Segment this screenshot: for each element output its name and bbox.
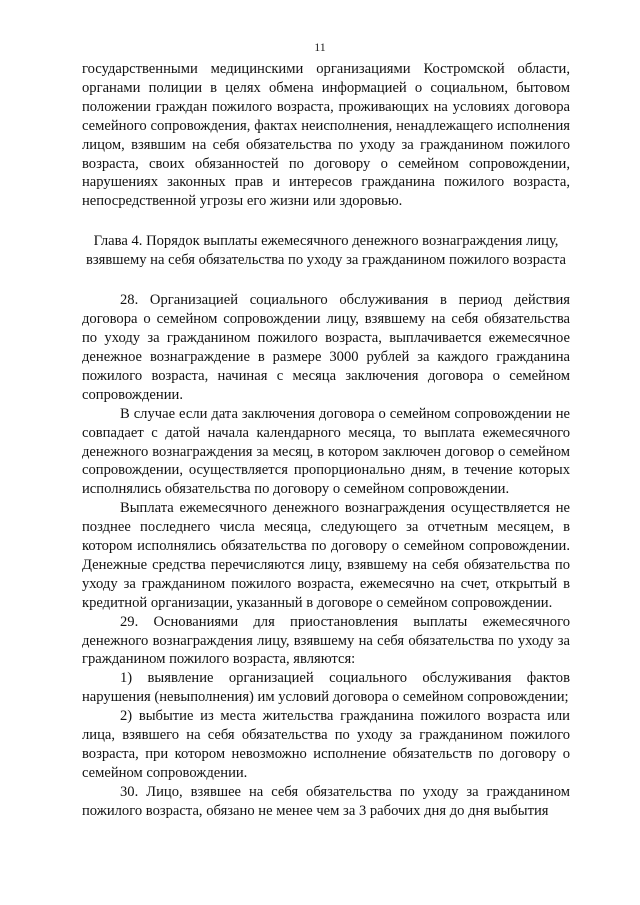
- paragraph-30: 30. Лицо, взявшее на себя обязательства по уходу за гражданином пожилого возраста, обязано не менее чем за 3 рабочих дня до дня выбытия: [82, 783, 570, 819]
- paragraph-29-item-1: 1) выявление организацией социального обслуживания фактов нарушения (невыполнения) им условий договора о семейном сопровождении;: [82, 670, 570, 706]
- paragraph-29-item-2: 2) выбытие из места жительства гражданина пожилого возраста или лица, взявшего на себя обязательства по уходу за гражданином пожилого возраста, при котором невозможно исполнение обязательств по договору о семейном сопровождении.: [82, 708, 570, 781]
- document-body: [82, 60, 570, 821]
- page-number: 11: [314, 40, 326, 54]
- paragraph-28-payment-term: Выплата ежемесячного денежного вознаграждения осуществляется не позднее последнего числа месяца, следующего за отчетным месяцем, в котором исполнялись обязательства по договору о семейном сопровождении. Денежные средства перечисляются лицу, взявшему на себя обязательства по уходу за гражданином пожилого возраста, ежемесячно на счет, открытый в кредитной организации, указанный в договоре о семейном сопровождении.: [82, 500, 570, 611]
- paragraph-28: 28. Организацией социального обслуживания в период действия договора о семейном сопровождении лицу, взявшему на себя обязательства по уходу за гражданином пожилого возраста, выплачивается ежемесячное денежное вознаграждение в размере 3000 рублей за каждого гражданина пожилого возраста, начиная с месяца заключения договора о семейном сопровождении.: [82, 292, 570, 403]
- paragraph-28-prorata: В случае если дата заключения договора о семейном сопровождении не совпадает с датой начала календарного месяца, то выплата ежемесячного денежного вознаграждения за месяц, в котором заключен договор о семейном сопровождении, осуществляется пропорционально дням, в течение которых исполнялись обязательства по договору о семейном сопровождении.: [82, 405, 570, 498]
- continuation-paragraph: государственными медицинскими организациями Костромской области, органами полиции в целях обмена информацией о социальном, бытовом положении граждан пожилого возраста, проживающих на условиях договора семейного сопровождения, фактах неисполнения, ненадлежащего исполнения лицом, взявшим на себя обязательства по уходу за гражданином пожилого возраста, своих обязанностей по договору о семейном сопровождении, нарушениях законных прав и интересов гражданина пожилого возраста, непосредственной угрозы его жизни или здоровью.: [82, 61, 570, 210]
- chapter-heading: Глава 4. Порядок выплаты ежемесячного денежного вознаграждения лицу, взявшему на себя обязательства по уходу за гражданином пожилого возраста: [86, 233, 566, 269]
- paragraph-29: 29. Основаниями для приостановления выплаты ежемесячного денежного вознаграждения лицу, взявшему на себя обязательства по уходу за гражданином пожилого возраста, являются:: [82, 613, 570, 668]
